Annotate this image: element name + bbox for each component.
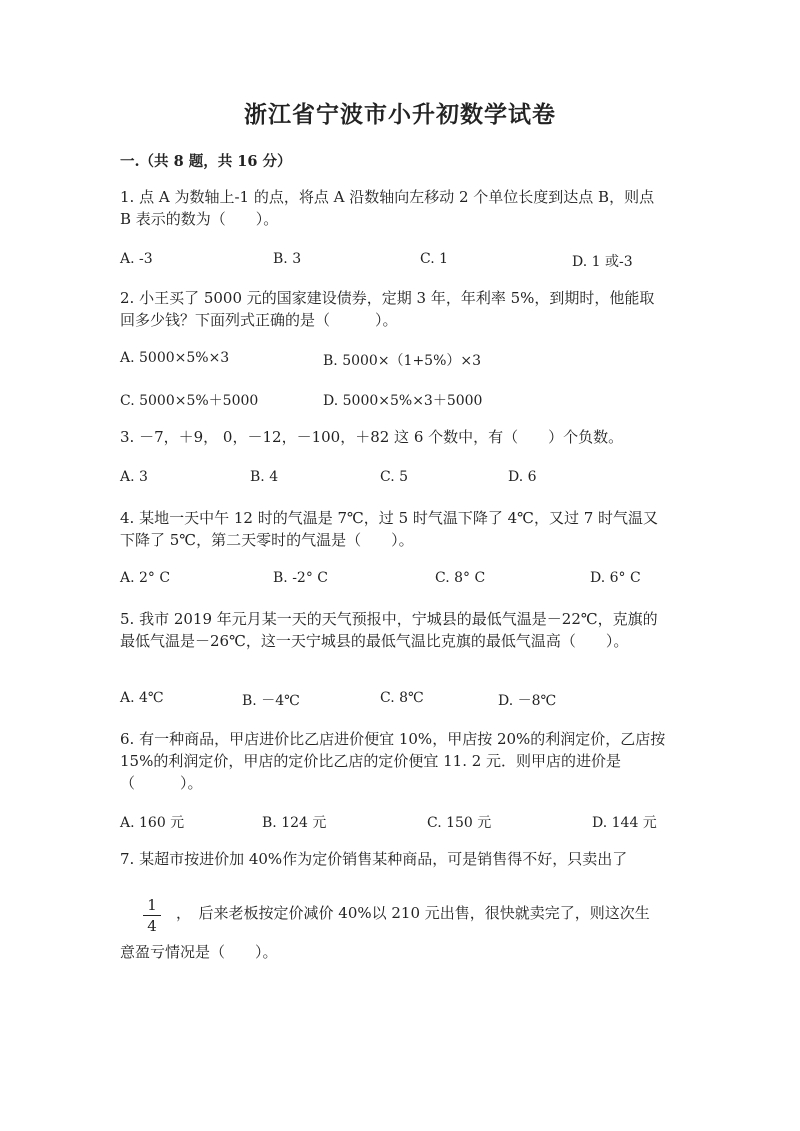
question-3-option-c: C. 5 bbox=[380, 469, 409, 485]
fraction-bar bbox=[143, 915, 161, 916]
question-2-option-d: D. 5000×5%×3＋5000 bbox=[323, 393, 483, 409]
question-2-option-b: B. 5000×（1+5%）×3 bbox=[323, 353, 482, 369]
question-5-line-1: 5. 我市 2019 年元月某一天的天气预报中，宁城县的最低气温是－22℃，克旗的 bbox=[120, 610, 658, 628]
fraction-numerator: 1 bbox=[147, 896, 157, 914]
question-1-option-c: C. 1 bbox=[420, 251, 449, 267]
page-title: 浙江省宁波市小升初数学试卷 bbox=[244, 101, 556, 128]
fraction-denominator: 4 bbox=[147, 917, 157, 935]
question-1-option-d: D. 1 或-3 bbox=[572, 254, 633, 270]
question-3-option-a: A. 3 bbox=[120, 469, 148, 485]
question-5-option-a: A. 4℃ bbox=[120, 690, 164, 706]
question-5-line-2: 最低气温是－26℃，这一天宁城县的最低气温比克旗的最低气温高（ ）。 bbox=[120, 632, 629, 650]
question-7-line-1: 7. 某超市按进价加 40%作为定价销售某种商品，可是销售得不好，只卖出了 bbox=[120, 850, 628, 868]
question-2-line-2: 回多少钱？下面列式正确的是（ ）。 bbox=[120, 311, 398, 329]
question-4-option-a: A. 2° C bbox=[120, 570, 171, 586]
question-6-option-a: A. 160 元 bbox=[120, 815, 185, 831]
question-6-option-c: C. 150 元 bbox=[427, 815, 492, 831]
question-3-line-1: 3. －7，＋9， 0，－12，－100，＋82 这 6 个数中，有（ ）个负数。 bbox=[120, 428, 624, 446]
question-5-option-c: C. 8℃ bbox=[380, 690, 424, 706]
question-6-line-3: （ ）。 bbox=[120, 774, 203, 792]
question-3-option-b: B. 4 bbox=[250, 469, 279, 485]
question-5-option-b: B. －4℃ bbox=[242, 693, 300, 709]
question-2-option-a: A. 5000×5%×3 bbox=[120, 350, 230, 366]
question-4-option-b: B. -2° C bbox=[273, 570, 328, 586]
question-4-line-1: 4. 某地一天中午 12 时的气温是 7℃，过 5 时气温下降了 4℃，又过 7 时气温又 bbox=[120, 509, 659, 527]
question-3-option-d: D. 6 bbox=[508, 469, 537, 485]
question-6-line-2: 15%的利润定价，甲店的定价比乙店的定价便宜 11. 2 元．则甲店的进价是 bbox=[120, 752, 622, 770]
question-6-line-1: 6. 有一种商品，甲店进价比乙店进价便宜 10%，甲店按 20%的利润定价，乙店按 bbox=[120, 730, 666, 748]
section-heading: 一.（共 8 题，共 16 分） bbox=[120, 153, 292, 170]
question-6-option-d: D. 144 元 bbox=[592, 815, 657, 831]
question-2-option-c: C. 5000×5%＋5000 bbox=[120, 393, 259, 409]
question-5-option-d: D. －8℃ bbox=[498, 693, 557, 709]
fraction-one-quarter bbox=[143, 896, 161, 935]
question-6-option-b: B. 124 元 bbox=[262, 815, 327, 831]
question-4-option-c: C. 8° C bbox=[435, 570, 486, 586]
question-1-option-b: B. 3 bbox=[273, 251, 302, 267]
question-4-line-2: 下降了 5℃，第二天零时的气温是（ ）。 bbox=[120, 531, 414, 549]
question-2-line-1: 2. 小王买了 5000 元的国家建设债券，定期 3 年，年利率 5%，到期时，他能取 bbox=[120, 289, 655, 307]
question-1-option-a: A. -3 bbox=[120, 251, 153, 267]
question-1-line-2: B 表示的数为（ ）。 bbox=[120, 210, 279, 228]
question-7-line-2: ， 后来老板按定价减价 40%以 210 元出售，很快就卖完了，则这次生 bbox=[176, 904, 650, 922]
question-4-option-d: D. 6° C bbox=[590, 570, 641, 586]
question-7-line-3: 意盈亏情况是（ ）。 bbox=[120, 943, 278, 961]
question-1-line-1: 1. 点 A 为数轴上-1 的点，将点 A 沿数轴向左移动 2 个单位长度到达点 B，则点 bbox=[120, 188, 655, 206]
